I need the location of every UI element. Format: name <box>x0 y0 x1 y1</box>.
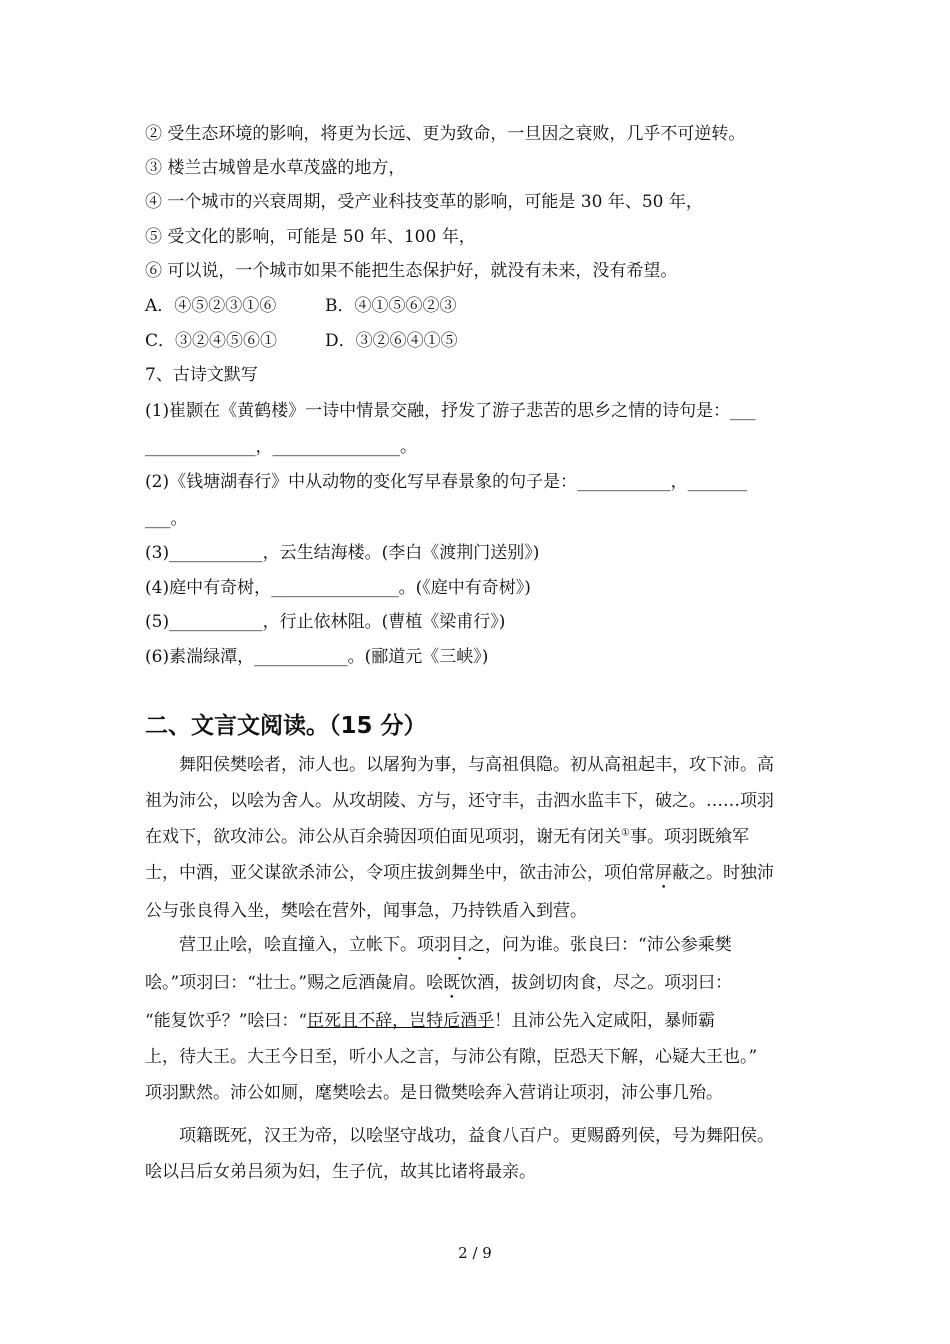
footnote-marker: ① <box>621 827 630 839</box>
sentence-6: ⑥ 可以说，一个城市如果不能把生态保护好，就没有未来，没有希望。 <box>145 261 678 281</box>
text-span: 之，问为谁。张良曰：“沛公参乘樊 <box>468 935 732 955</box>
passage-line <box>145 819 805 855</box>
sentence-2: ② 受生态环境的影响，将更为长远、更为致命，一旦因之衰败，几乎不可逆转。 <box>145 124 746 144</box>
sentence-4: ④ 一个城市的兴衰周期，受产业科技变革的影响，可能是 30 年、50 年， <box>145 192 703 212</box>
emphasized-char: 屏 <box>655 863 672 883</box>
passage-paragraph-1 <box>145 747 805 929</box>
passage-paragraph-2 <box>145 927 805 1111</box>
question-7-2b: ___。 <box>145 509 188 529</box>
text-span: 蔽之。时独沛 <box>672 863 774 883</box>
question-7-6: (6)素湍绿潭，___________。(郦道元《三峡》) <box>145 647 489 667</box>
page-number: 2 / 9 <box>458 1244 492 1262</box>
question-7-title: 7、古诗文默写 <box>145 365 258 385</box>
passage-line <box>145 1003 805 1039</box>
sentence-5: ⑤ 受文化的影响，可能是 50 年、100 年， <box>145 227 476 247</box>
option-c: C．③②④⑤⑥① <box>145 331 278 351</box>
underlined-sentence: 臣死且不辞，岂特卮酒乎 <box>307 1011 495 1031</box>
text-span: 事。项羽既飨军 <box>629 827 749 847</box>
text-span: 在戏下，欲攻沛公。沛公从百余骑因项伯面见项羽，谢无有闭关 <box>145 827 621 847</box>
text-span: 哙。”项羽曰：“壮士。”赐之卮酒彘肩。哙 <box>145 973 444 993</box>
passage-line: 舞阳侯樊哙者，沛人也。以屠狗为事，与高祖俱隐。初从高祖起丰，攻下沛。高 <box>179 755 774 775</box>
text-span: 饮酒，拔剑切肉食，尽之。项羽曰： <box>460 973 733 993</box>
question-7-2a: (2)《钱塘湖春行》中从动物的变化写早春景象的句子是：___________，_______ <box>145 472 748 492</box>
question-7-4: (4)庭中有奇树，_______________。(《庭中有奇树》) <box>145 578 531 598</box>
question-7-3: (3)___________，云生结海楼。(李白《渡荆门送别》) <box>145 543 540 563</box>
text-span: 营卫止哙，哙直撞入，立帐下。项羽 <box>179 935 451 955</box>
passage-line <box>145 855 805 893</box>
passage-line <box>145 965 805 1003</box>
option-a: A．④⑤②③①⑥ <box>145 296 277 316</box>
passage-line: 项籍既死，汉王为帝，以哙坚守战功，益食八百户。更赐爵列侯，号为舞阳侯。 <box>179 1126 774 1146</box>
passage-line: 祖为沛公，以哙为舍人。从攻胡陵、方与，还守丰，击泗水监丰下，破之。……项羽 <box>145 791 774 811</box>
passage-line: 上，待大王。大王今日至，听小人之言，与沛公有隙，臣恐天下解，心疑大王也。” <box>145 1047 758 1067</box>
emphasized-char: 既 <box>443 973 461 993</box>
option-b: B．④①⑤⑥②③ <box>325 296 457 316</box>
question-7-5: (5)___________，行止依林阻。(曹植《梁甫行》) <box>145 612 506 632</box>
sentence-3: ③ 楼兰古城曾是水草茂盛的地方， <box>145 158 406 178</box>
question-7-1a: (1)崔颢在《黄鹤楼》一诗中情景交融，抒发了游子悲苦的思乡之情的诗句是：___ <box>145 401 756 421</box>
passage-line: 哙以吕后女弟吕须为妇，生子伉，故其比诸将最亲。 <box>145 1162 536 1182</box>
option-d: D．③②⑥④①⑤ <box>325 331 458 351</box>
passage-line <box>145 927 805 965</box>
passage-line: 项羽默然。沛公如厕，麾樊哙去。是日微樊哙奔入营诮让项羽，沛公事几殆。 <box>145 1083 723 1103</box>
text-span: 士，中酒，亚父谋欲杀沛公，令项庄拔剑舞坐中，欲击沛公，项伯常 <box>145 863 655 883</box>
passage-line: 公与张良得入坐，樊哙在营外，闻事急，乃持铁盾入到营。 <box>145 901 587 921</box>
text-span: ！且沛公先入定咸阳，暴师霸 <box>494 1011 716 1031</box>
section-heading: 二、文言文阅读。（15 分） <box>145 713 427 739</box>
question-7-1b: _____________，_______________。 <box>145 437 417 457</box>
text-span: “能复饮乎？”哙曰：“ <box>145 1011 308 1031</box>
passage-paragraph-3 <box>145 1118 805 1190</box>
emphasized-char: 目 <box>451 935 468 955</box>
